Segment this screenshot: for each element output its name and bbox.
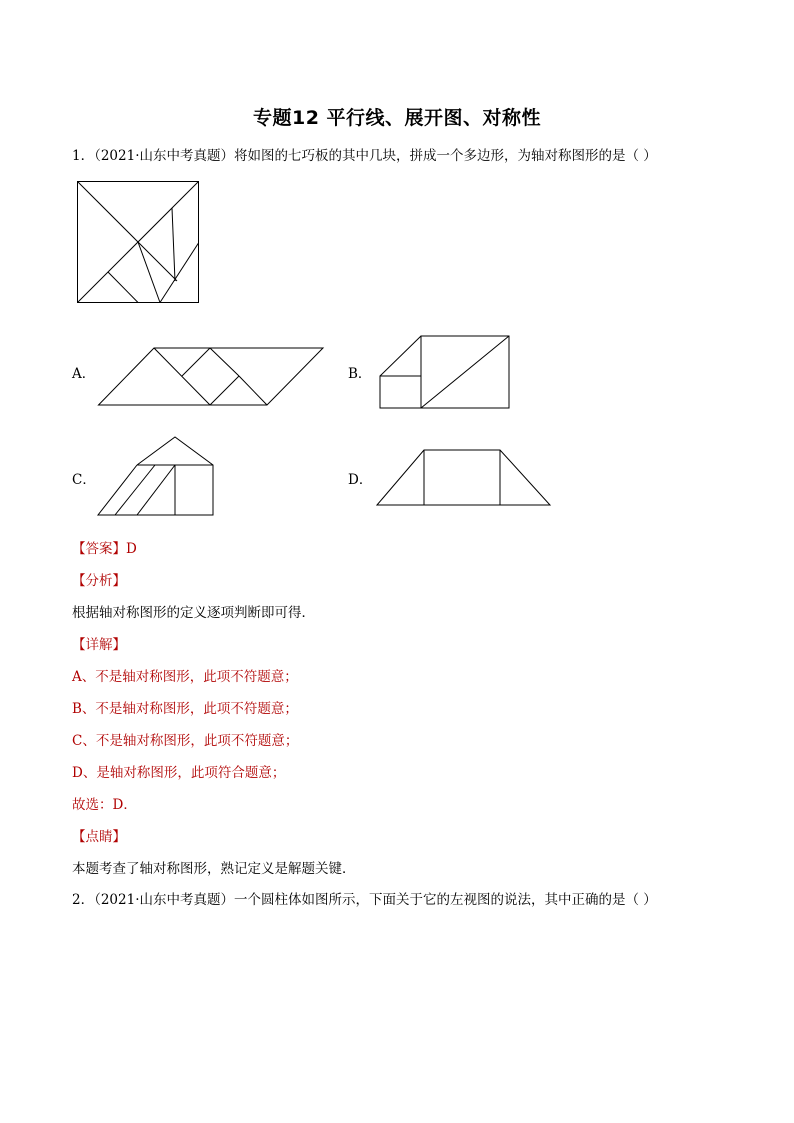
detail-line-a: A、不是轴对称图形，此项不符题意； <box>72 669 298 685</box>
option-a-figure <box>98 347 324 407</box>
conclusion: 故选：D． <box>72 797 137 813</box>
detail-label: 【详解】 <box>72 637 126 653</box>
comment-text: 本题考查了轴对称图形，熟记定义是解题关键． <box>72 861 356 877</box>
option-c-label: C． <box>72 472 96 488</box>
option-a-label: A． <box>72 366 96 382</box>
option-d-figure <box>376 449 552 507</box>
detail-line-c: C、不是轴对称图形，此项不符题意； <box>72 733 299 749</box>
detail-line-b: B、不是轴对称图形，此项不符题意； <box>72 701 298 717</box>
analysis-text: 根据轴对称图形的定义逐项判断即可得． <box>72 605 315 621</box>
option-c-figure <box>97 436 215 516</box>
detail-line-d: D、是轴对称图形，此项符合题意； <box>72 765 286 781</box>
comment-label: 【点睛】 <box>72 829 126 845</box>
answer-value: D <box>126 541 137 557</box>
option-d-label: D． <box>348 472 373 488</box>
option-b-figure <box>379 335 511 409</box>
page-title: 专题12 平行线、展开图、对称性 <box>252 107 542 129</box>
question-2-text: 2．（2021·山东中考真题）一个圆柱体如图所示，下面关于它的左视图的说法，其中正确的是（ ） <box>72 892 657 908</box>
analysis-label: 【分析】 <box>72 573 126 589</box>
tangram-figure <box>77 181 199 303</box>
question-1-text: 1．（2021·山东中考真题）将如图的七巧板的其中几块，拼成一个多边形，为轴对称图形的是（ ） <box>72 148 657 164</box>
option-b-label: B． <box>348 366 372 382</box>
answer-label: 【答案】 <box>72 541 126 557</box>
answer-line <box>72 537 137 557</box>
